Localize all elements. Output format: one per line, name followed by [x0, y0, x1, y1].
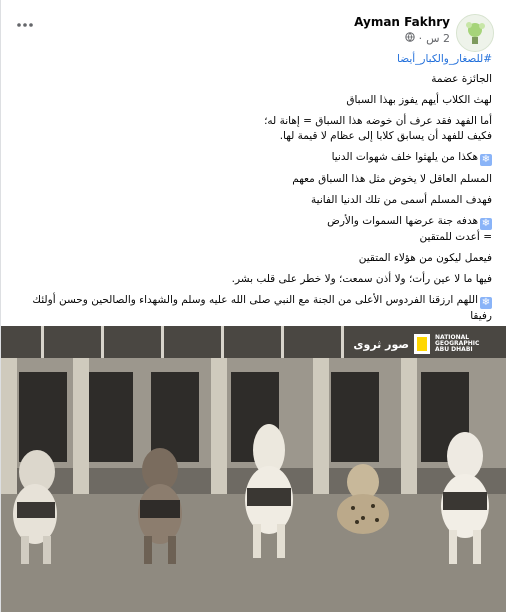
post-paragraph-with-bullet	[15, 150, 492, 166]
banner-stripe	[101, 326, 104, 358]
meta-separator: ·	[418, 32, 423, 45]
post-photo[interactable]	[1, 326, 506, 612]
post-paragraph: فكيف للفهد أن يسابق كلابا إلى عظام لا قيمة لها.	[279, 130, 492, 142]
post-paragraph: أما الفهد فقد عرف أن خوضه هذا السباق = إهانة له؛	[264, 115, 492, 127]
banner-stripe	[161, 326, 164, 358]
post-paragraph: هكذا من يلهثوا خلف شهوات الدنيا	[331, 151, 478, 163]
banner-stripe	[41, 326, 44, 358]
greyhound	[233, 412, 305, 562]
banner-stripe	[221, 326, 224, 358]
post-paragraph: فهدف المسلم أسمى من تلك الدنيا الفانية	[311, 194, 492, 206]
post-paragraph-with-bullet	[15, 214, 492, 230]
post-paragraph: الجائزة عضمة	[431, 73, 492, 85]
photo-watermark	[353, 334, 487, 354]
snowflake-emoji-icon: ❄	[481, 154, 491, 165]
post-meta	[405, 32, 450, 45]
watermark-english: NATIONAL GEOGRAPHIC ABU DHABI	[435, 334, 480, 353]
post-timestamp[interactable]: 2 س	[426, 32, 450, 45]
gate-post	[401, 358, 417, 508]
banner-stripe	[281, 326, 284, 358]
cheetah	[333, 456, 393, 536]
post-paragraph: فيها ما لا عين رأت؛ ولا أذن سمعت؛ ولا خطر على قلب بشر.	[231, 273, 492, 285]
post-paragraph: هدفه جنة عرضها السموات والأرض	[327, 215, 478, 227]
gate-post	[211, 358, 227, 508]
hashtag-link[interactable]: #للصغار_والكبار_أيضا	[397, 53, 492, 65]
gate-post	[313, 358, 329, 508]
natgeo-logo-icon	[414, 334, 430, 354]
greyhound	[429, 420, 501, 570]
post-header	[13, 12, 494, 52]
snowflake-emoji-icon: ❄	[481, 218, 491, 229]
banner-stripe	[341, 326, 344, 358]
post-paragraph: لهث الكلاب أيهم يفوز بهذا السباق	[346, 94, 492, 106]
watermark-arabic: صور ثروى	[353, 337, 409, 351]
gate-box	[331, 372, 379, 462]
author-name[interactable]: Ayman Fakhry	[354, 15, 450, 29]
globe-icon	[405, 32, 415, 45]
greyhound	[1, 436, 71, 566]
gate-post	[73, 358, 89, 508]
post-paragraph: فيعمل ليكون من هؤلاء المتقين	[358, 252, 492, 264]
more-options-icon[interactable]	[15, 18, 39, 38]
post-paragraph: المسلم العاقل لا يخوض مثل هذا السباق معهم	[292, 173, 492, 185]
snowflake-emoji-icon: ❄	[481, 297, 491, 308]
post-paragraph: = أعدت للمتقين	[419, 231, 492, 243]
greyhound	[126, 436, 196, 566]
post-paragraph: اللهم ارزقنا الفردوس الأعلى من الجنة مع النبي صلى الله عليه وسلم والشهداء والصالحين وحسن أولئك رفيقا	[32, 294, 492, 322]
avatar[interactable]	[456, 14, 494, 52]
post-paragraph-with-bullet	[15, 293, 492, 324]
post-body	[15, 52, 492, 324]
